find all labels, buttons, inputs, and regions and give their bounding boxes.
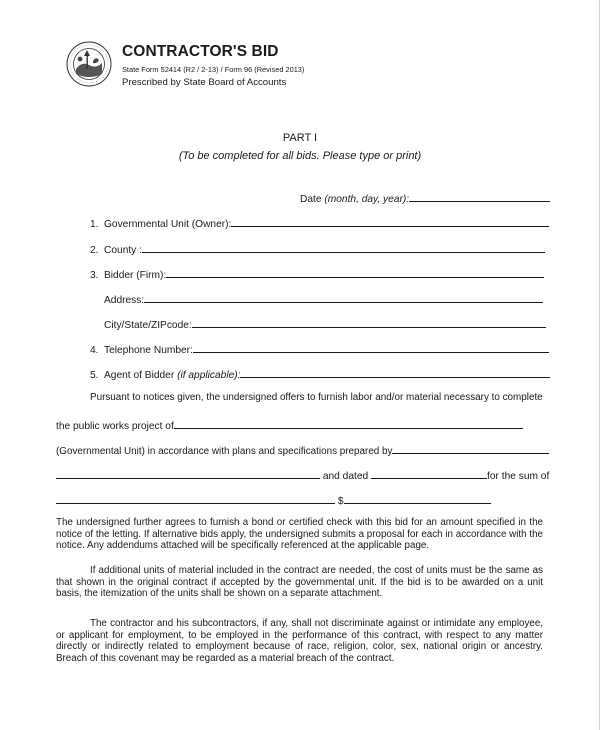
sum-label: for the sum of: [487, 471, 550, 482]
paragraph-line: The undersigned further agrees to furnish a bond or certified check with this bid for an amount specified in the: [56, 517, 543, 528]
field-label: City/State/ZIPcode:: [104, 320, 192, 331]
bidder-input-line[interactable]: [166, 266, 544, 278]
discrimination-paragraph: [56, 618, 543, 664]
field-city-state-zip: [104, 316, 546, 331]
offer-line-3: [56, 442, 549, 457]
offer-line-1: Pursuant to notices given, the undersigned offers to furnish labor and/or material necessary to complete: [90, 392, 543, 403]
field-label: Telephone Number:: [104, 345, 193, 356]
form-title: CONTRACTOR'S BID: [122, 43, 279, 60]
form-number: State Form 52414 (R2 / 2-13) / Form 96 (Revised 2013): [122, 65, 305, 74]
paragraph-line: Breach of this covenant may be regarded as a material breach of the contract.: [56, 652, 395, 664]
paragraph-line: basis, the itemization of the units shall be shown on a separate attachment.: [56, 588, 383, 600]
sum-words-input-line[interactable]: [56, 492, 335, 504]
units-paragraph: [56, 565, 543, 600]
offer-line-4: [56, 467, 549, 482]
field-number: 3.: [90, 270, 99, 281]
field-address: [104, 291, 543, 306]
dollar-sign: $: [337, 496, 344, 507]
city-state-zip-input-line[interactable]: [192, 316, 546, 328]
offer-line-5: [56, 492, 491, 507]
state-seal-icon: [66, 41, 112, 87]
paragraph-line: notice. Any addendums attached will be specifically referenced at the applicable page.: [56, 540, 430, 552]
field-number: 5.: [90, 370, 99, 381]
paragraph-line: or applicant for employment, to be employed in the performance of this contract, with respect to any matter: [56, 629, 543, 641]
offer-line-2: [56, 417, 523, 432]
field-label: Agent of Bidder: [104, 370, 178, 381]
paragraph-line: If additional units of material included in the contract are needed, the cost of units must be the same as: [90, 565, 543, 576]
field-agent-of-bidder: [90, 366, 550, 381]
field-county: [90, 241, 545, 256]
date-input-line[interactable]: [409, 190, 550, 202]
paragraph-line: notice of the letting. If alternative bids apply, the undersigned submits a proposal for each in accordance with the: [56, 528, 543, 540]
project-label: the public works project of: [56, 421, 174, 432]
field-label: County :: [104, 245, 142, 256]
field-label-hint: (if applicable):: [177, 370, 241, 381]
paragraph-line: directly or indirectly related to employment because of race, religion, color, sex, national origin or ancestry.: [56, 641, 543, 653]
bond-paragraph: [56, 517, 543, 552]
field-label: Governmental Unit (Owner):: [104, 219, 232, 230]
field-label: Bidder (Firm):: [104, 270, 167, 281]
part-subtitle: (To be completed for all bids. Please type or print): [178, 150, 422, 162]
county-input-line[interactable]: [142, 241, 545, 253]
preparer-input-line[interactable]: [56, 467, 320, 479]
sum-amount-input-line[interactable]: [344, 492, 491, 504]
prescribed-by: Prescribed by State Board of Accounts: [122, 77, 287, 88]
field-label: Address:: [104, 295, 145, 306]
address-input-line[interactable]: [144, 291, 543, 303]
field-number: 2.: [90, 245, 99, 256]
and-dated-label: and dated: [322, 471, 369, 482]
prepared-by-label: (Governmental Unit) in accordance with plans and specifications prepared by: [56, 446, 393, 457]
field-number: 1.: [90, 219, 99, 230]
paragraph-line: that shown in the original contract if accepted by the governmental unit. If the bid is to be awarded on a unit: [56, 576, 543, 588]
governmental-unit-input-line[interactable]: [231, 215, 549, 227]
field-governmental-unit: [90, 215, 549, 230]
date-label-hint: (month, day, year):: [324, 194, 410, 205]
project-input-line[interactable]: [174, 417, 523, 429]
part-title: PART I: [282, 132, 318, 144]
field-number: 4.: [90, 345, 99, 356]
dated-input-line[interactable]: [371, 467, 487, 479]
paragraph-line: The contractor and his subcontractors, if any, shall not discriminate against or intimidate any employee,: [90, 618, 543, 629]
field-bidder: [90, 266, 544, 281]
telephone-input-line[interactable]: [193, 341, 549, 353]
date-label: Date: [300, 194, 325, 205]
prepared-by-input-line[interactable]: [392, 442, 549, 454]
agent-input-line[interactable]: [240, 366, 550, 378]
field-telephone: [90, 341, 549, 356]
date-field-row: [300, 190, 550, 205]
